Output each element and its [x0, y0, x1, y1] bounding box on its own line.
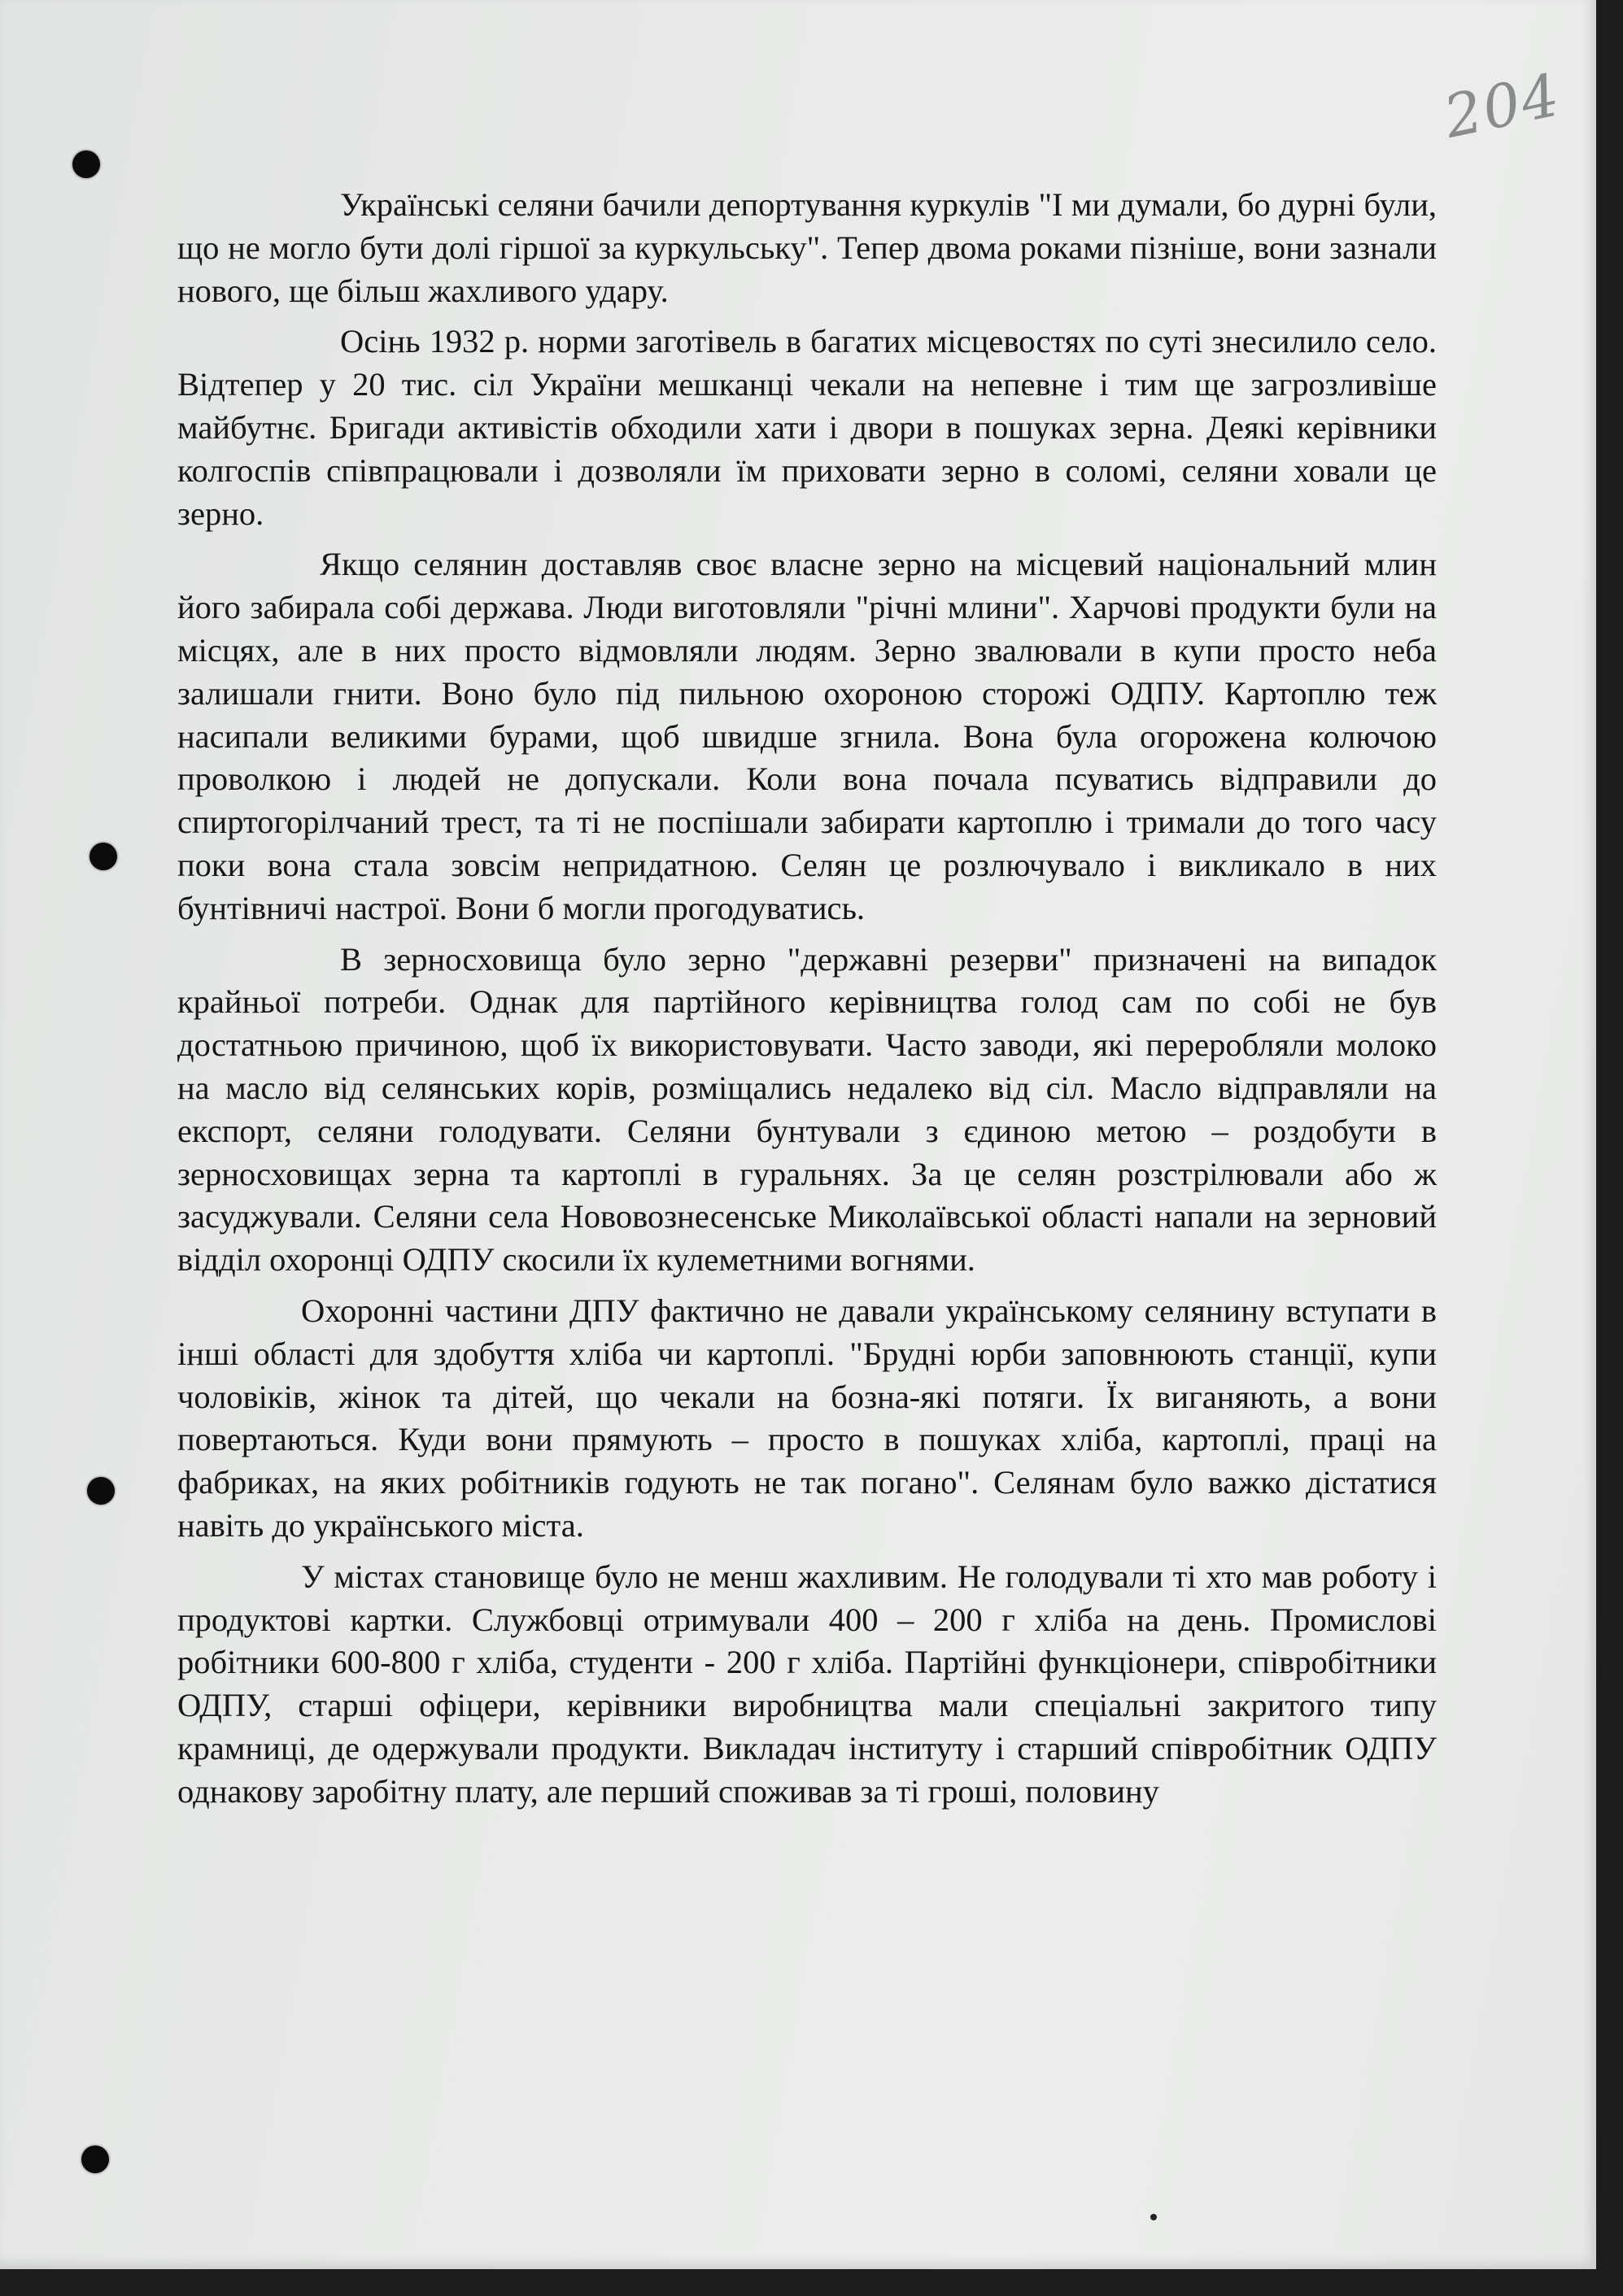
paragraph-cities: У містах становище було не менш жахливим. Не голодували ті хто мав роботу і продуктові картки. Службовці отримували 400 – 200 г хліба на день. Промислові робітники 600-800 г хліба, студенти - 200 г хліба. Партійні функціонери, співробітники ОДПУ, старші офіцери, керівники виробництва мали спеціальні закритого типу крамниці, де одержували продукти. Викладач інституту і старший співробітник ОДПУ однакову заробітну плату, але перший споживав за ті гроші, половину [177, 1558, 1437, 1810]
paragraph-autumn-1932: Осінь 1932 р. норми заготівель в багатих місцевостях по суті знесилило село. Відтепер у 20 тис. сіл України мешканці чекали на непевне і тим ще загрозливіше майбутнє. Бригади активістів обходили хати і двори в пошуках зерна. Деякі керівники колгоспів співпрацювали і дозволяли їм приховати зерно в соломі, селяни ховали це зерно. [177, 323, 1437, 532]
document-body [177, 184, 1437, 1821]
paragraph-grain-mills: Якщо селянин доставляв своє власне зерно на місцевий національний млин його забирала собі держава. Люди виготовляли "річні млини". Харчові продукти були на місцях, але в них просто відмовляли людям. Зерно звалювали в купи просто неба залишали гнити. Воно було під пильною охороною сторожі ОДПУ. Картоплю теж насипали великими бурами, щоб швидше згнила. Вона була огорожена колючою проволкою і людей не допускали. Коли вона почала псуватись відправили до спиртогорілчаний трест, та ті не поспішали забирати картоплю і тримали до того часу поки вона стала зовсім непридатною. Селян це розлючувало і викликало в них бунтівничі настрої. Вони б могли прогодуватись. [177, 546, 1437, 926]
paragraph-gpu-guards: Охоронні частини ДПУ фактично не давали українському селянину вступати в інші області для здобуття хліба чи картоплі. "Брудні юрби заповнюють станції, купи чоловіків, жінок та дітей, що чекали на бозна-які потяги. Їх виганяють, а вони повертаються. Куди вони прямують – просто в пошуках хліба, картоплі, праці на фабриках, на яких робітників годують не так погано". Селянам було важко дістатися навіть до українського міста. [177, 1292, 1437, 1544]
paragraph-deportation: Українські селяни бачили депортування куркулів "І ми думали, бо дурні були, що не могло бути долі гіршої за куркульську". Тепер двома роками пізніше, вони зазнали нового, ще більш жахливого удару. [177, 186, 1437, 309]
handwritten-page-number: 204 [1438, 60, 1567, 151]
punch-hole [87, 1477, 115, 1505]
punch-hole [89, 843, 117, 870]
punch-hole [81, 2146, 109, 2173]
ink-speck [1150, 2214, 1157, 2220]
punch-hole [72, 150, 100, 178]
paragraph-state-reserves: В зерносховища було зерно "державні резерви" призначені на випадок крайньої потреби. Однак для партійного керівництва голод сам по собі не був достатньою причиною, щоб їх використовувати. Часто заводи, які переробляли молоко на масло від селянських корів, розміщались недалеко від сіл. Масло відправляли на експорт, селяни голодувати. Селяни бунтували з єдиною метою – роздобути в зерносховищах зерна та картоплі в гуральнях. За це селян розстрілювали або ж засуджували. Селяни села Нововознесенське Миколаївської області напали на зерновий відділ охоронці ОДПУ скосили їх кулеметними вогнями. [177, 940, 1437, 1279]
